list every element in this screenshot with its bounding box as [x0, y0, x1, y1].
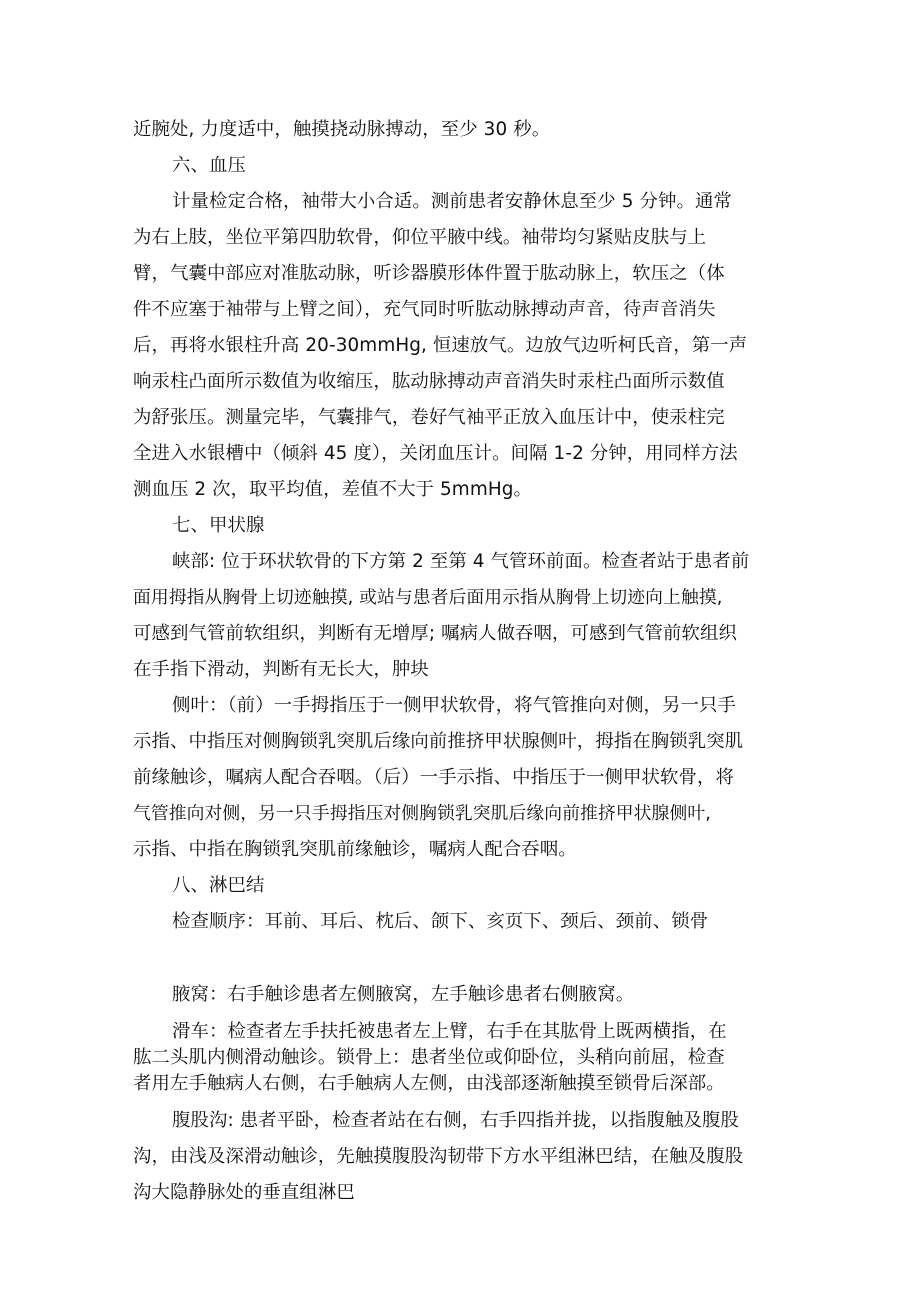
text-line: 检查顺序：耳前、耳后、枕后、颌下、亥页下、颈后、颈前、锁骨 — [172, 911, 709, 932]
text-line: 沟，由浅及深滑动触诊，先触摸腹股沟韧带下方水平组淋巴结，在触及腹股 — [133, 1146, 744, 1167]
text-line: 后，再将水银柱升高 20-30mmHg, 恒速放气。边放气边听柯氏音，第一声 — [133, 335, 748, 356]
text-line: 滑车：检查者左手扶托被患者左上臂，右手在其肱骨上既两横指，在 — [172, 1021, 727, 1042]
text-line: 腋窝：右手触诊患者左侧腋窝，左手触诊患者右侧腋窝。 — [172, 984, 635, 1005]
text-line: 者用左手触病人右侧，右手触病人左侧，由浅部逐渐触摸至锁骨后深部。 — [133, 1073, 725, 1094]
text-line: 侧叶：（前）一手拇指压于一侧甲状软骨，将气管推向对侧，另一只手 — [172, 695, 737, 716]
text-line: 为右上肢，坐位平第四肋软骨，仰位平腋中线。袖带均匀紧贴皮肤与上 — [133, 227, 707, 248]
text-line: 臂，气囊中部应对准肱动脉，听诊器膜形体件置于肱动脉上，软压之（体 — [133, 263, 725, 284]
text-line: 示指、中指在胸锁乳突肌前缘触诊，嘱病人配合吞咽。 — [133, 839, 577, 860]
text-line: 峡部: 位于环状软骨的下方第 2 至第 4 气管环前面。检查者站于患者前 — [172, 551, 750, 572]
section-heading-lymph-nodes: 八、淋巴结 — [172, 875, 265, 896]
text-line: 沟大隐静脉处的垂直组淋巴 — [133, 1182, 355, 1203]
text-line: 为舒张压。测量完毕，气囊排气，卷好气袖平正放入血压计中，使汞柱完 — [133, 407, 725, 428]
text-line: 计量检定合格，袖带大小合适。测前患者安静休息至少 5 分钟。通常 — [172, 191, 732, 212]
text-line: 气管推向对侧，另一只手拇指压对侧胸锁乳突肌后缘向前推挤甲状腺侧叶, — [133, 803, 711, 824]
text-line: 可感到气管前软组织，判断有无增厚; 嘱病人做吞咽，可感到气管前软组织 — [133, 623, 737, 644]
section-heading-thyroid: 七、甲状腺 — [172, 515, 265, 536]
text-line: 在手指下滑动，判断有无长大，肿块 — [133, 659, 429, 680]
text-line: 肱二头肌内侧滑动触诊。锁骨上：患者坐位或仰卧位，头稍向前屈，检查 — [133, 1047, 725, 1068]
section-heading-blood-pressure: 六、血压 — [172, 155, 246, 176]
text-line: 面用拇指从胸骨上切迹触摸, 或站与患者后面用示指从胸骨上切迹向上触摸, — [133, 587, 723, 608]
text-line: 件不应塞于袖带与上臂之间），充气同时听肱动脉搏动声音，待声音消失 — [133, 299, 716, 320]
text-line: 全进入水银槽中（倾斜 45 度），关闭血压计。间隔 1-2 分钟，用同样方法 — [133, 443, 738, 464]
text-line: 腹股沟: 患者平卧，检查者站在右侧，右手四指并拢，以指腹触及腹股 — [172, 1110, 739, 1131]
text-line: 响汞柱凸面所示数值为收缩压，肱动脉搏动声音消失时汞柱凸面所示数值 — [133, 371, 725, 392]
text-line: 前缘触诊，嘱病人配合吞咽。（后）一手示指、中指压于一侧甲状软骨，将 — [133, 767, 734, 788]
text-line: 示指、中指压对侧胸锁乳突肌后缘向前推挤甲状腺侧叶，拇指在胸锁乳突肌 — [133, 731, 744, 752]
text-line: 近腕处, 力度适中，触摸挠动脉搏动，至少 30 秒。 — [133, 119, 551, 140]
text-line: 测血压 2 次，取平均值，差值不大于 5mmHg。 — [133, 479, 533, 500]
